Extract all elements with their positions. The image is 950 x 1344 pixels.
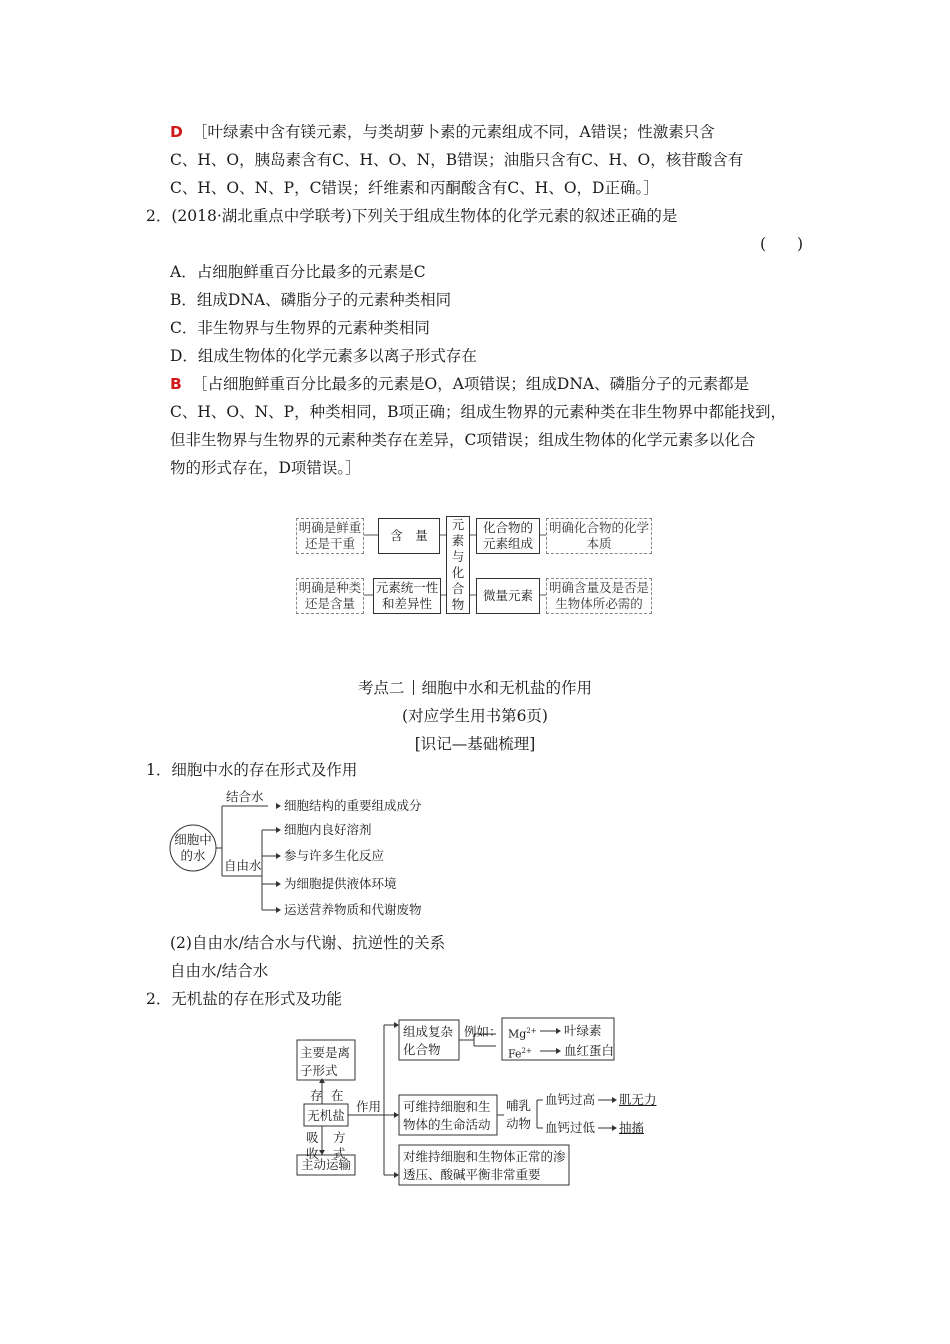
salt-heading: 2．无机盐的存在形式及功能: [146, 990, 342, 1008]
section-reference: (对应学生用书第6页): [402, 707, 548, 725]
option-c: C．非生物界与生物界的元素种类相同: [170, 319, 430, 337]
water-heading: 1．细胞中水的存在形式及作用: [146, 761, 358, 779]
diagram-node: 明确是种类还是含量: [296, 578, 364, 614]
absorb-label: 吸收: [306, 1130, 319, 1161]
mg-product: 叶绿素: [564, 1023, 602, 1038]
exist-label: 存: [310, 1088, 323, 1103]
diagram-center-char: 与: [451, 549, 465, 564]
free-water-label: 自由水: [224, 858, 262, 873]
calcium-high-effect: 肌无力: [619, 1092, 657, 1107]
question-stem: 2．(2018·湖北重点中学联考)下列关于组成生物体的化学元素的叙述正确的是: [146, 207, 678, 225]
fe-product: 血红蛋白: [564, 1043, 615, 1058]
diagram-node: 化合物的元素组成: [476, 518, 540, 554]
answer-line: 但非生物界与生物界的元素种类存在差异，C项错误；组成生物体的化学元素多以化合: [170, 431, 756, 449]
diagram-node: 明确含量及是否是生物体所必需的: [546, 578, 652, 614]
role-label: 作用: [356, 1099, 382, 1114]
example-label: 例如：: [464, 1024, 502, 1039]
water-line: 自由水/结合水: [170, 962, 269, 980]
ion-mg-symbol: Mg: [508, 1027, 527, 1041]
ion-fe-symbol: Fe: [508, 1047, 522, 1061]
answer-bracket: ( ): [760, 235, 804, 253]
absorb-label: 方式: [333, 1130, 346, 1161]
salt-center: 无机盐: [307, 1108, 345, 1123]
diagram-node: 明确是鲜重还是干重: [296, 518, 364, 554]
function-node: 可维持细胞和生物体的生命活动: [403, 1099, 491, 1132]
answer-line: 物的形式存在，D项错误。］: [170, 459, 361, 477]
answer-line: ［叶绿素中含有镁元素，与类胡萝卜素的元素组成不同，A错误；性激素只含: [192, 123, 715, 141]
diagram-node: 含 量: [378, 518, 440, 554]
mammal-label: 哺乳动物: [506, 1098, 532, 1131]
diagram-center-char: 元: [451, 517, 465, 532]
calcium-low-effect: 抽搐: [619, 1120, 645, 1135]
diagram-node: 微量元素: [476, 578, 540, 614]
bound-water-label: 结合水: [226, 789, 264, 804]
answer-line: C、H、O、N、P，C错误；纤维素和丙酮酸含有C、H、O，D正确。］: [170, 179, 659, 197]
exist-label: 在: [331, 1088, 344, 1103]
answer-letter: B: [170, 375, 182, 393]
salt-form: 主要是离子形式: [300, 1045, 351, 1078]
bound-water-role: 细胞结构的重要组成成分: [284, 798, 422, 813]
option-a: A．占细胞鲜重百分比最多的元素是C: [170, 263, 426, 281]
calcium-high: 血钙过高: [545, 1092, 596, 1107]
answer-line: ［占细胞鲜重百分比最多的元素是O，A项错误；组成DNA、磷脂分子的元素都是: [192, 375, 750, 393]
diagram-node: 元素统一性和差异性: [373, 578, 441, 614]
option-d: D．组成生物体的化学元素多以离子形式存在: [170, 347, 477, 365]
answer-line: C、H、O，胰岛素含有C、H、O、N，B错误；油脂只含有C、H、O，核苷酸含有: [170, 151, 744, 169]
diagram-center-char: 合: [451, 581, 465, 596]
function-node: 组成复杂化合物: [403, 1024, 454, 1057]
free-water-role: 细胞内良好溶剂: [284, 822, 372, 837]
answer-line: C、H、O、N、P，种类相同，B项正确；组成生物界的元素种类在非生物界中都能找到，: [170, 403, 786, 421]
diagram-center-char: 物: [451, 597, 465, 612]
diagram-center-char: 化: [451, 565, 465, 580]
water-root: 细胞中的水: [174, 832, 212, 863]
free-water-role: 参与许多生化反应: [284, 848, 385, 863]
free-water-role: 为细胞提供液体环境: [284, 876, 397, 891]
ion-mg-charge: 2+: [526, 1027, 537, 1035]
ion-fe-charge: 2+: [521, 1047, 532, 1055]
option-b: B．组成DNA、磷脂分子的元素种类相同: [170, 291, 452, 309]
diagram-center-char: 素: [451, 533, 465, 548]
function-node: 对维持细胞和生物体正常的渗透压、酸碱平衡非常重要: [403, 1149, 566, 1182]
free-water-role: 运送营养物质和代谢废物: [284, 902, 422, 917]
answer-letter: D: [170, 123, 183, 141]
section-name: 细胞中水和无机盐的作用: [421, 679, 593, 697]
ion-mg: [508, 1023, 537, 1043]
section-subtitle: [识记—基础梳理]: [414, 735, 536, 753]
section-prefix: 考点二: [357, 679, 405, 697]
diagram-node: 明确化合物的化学本质: [546, 518, 652, 554]
ion-fe: [508, 1043, 532, 1063]
transport-mode: 主动运输: [300, 1157, 351, 1172]
water-line: (2)自由水/结合水与代谢、抗逆性的关系: [170, 934, 446, 952]
calcium-low: 血钙过低: [545, 1120, 596, 1135]
